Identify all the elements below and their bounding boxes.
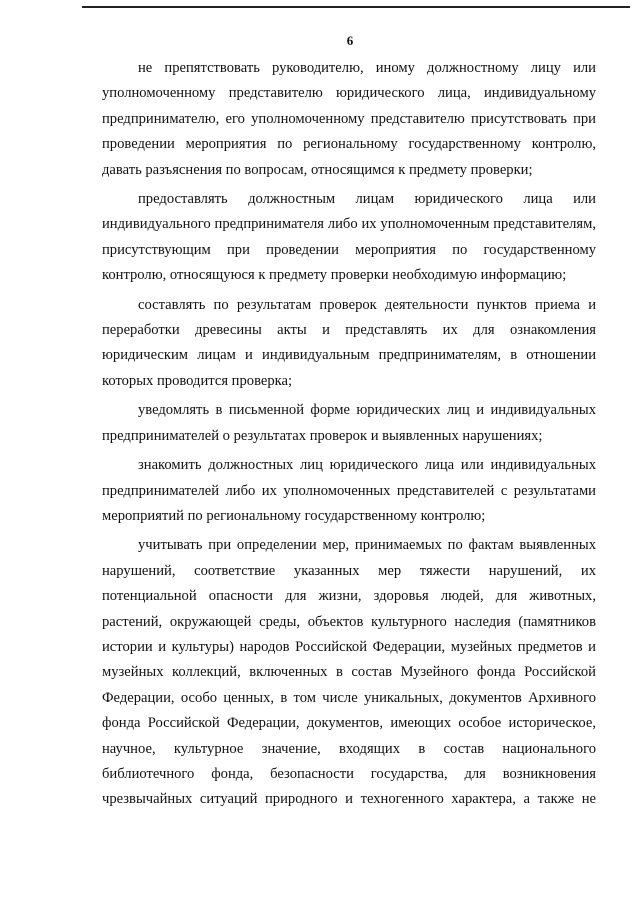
- paragraph-4: уведомлять в письменной форме юридических лиц и индивидуальных предпринимателей о результатах проверок и выявленных нарушениях;: [102, 402, 596, 444]
- top-scan-border: [82, 6, 630, 8]
- paragraph-2: предоставлять должностным лицам юридического лица или индивидуального предпринимателя либо их уполномоченным представителям, присутствующим при проведении мероприятия по государственному контролю, относящуюся к предмету проверки необходимую информацию;: [102, 191, 596, 284]
- paragraph-1: не препятствовать руководителю, иному должностному лицу или уполномоченному представителю юридического лица, индивидуальному предпринимателю, его уполномоченному представителю присутствовать при проведении мероприятия по региональному государственному контролю, давать разъяснения по вопросам, относящимся к предмету проверки;: [102, 60, 596, 178]
- paragraph-5: знакомить должностных лиц юридического лица или индивидуальных предпринимателей либо их уполномоченных представителей с результатами мероприятий по региональному государственному контролю;: [102, 457, 596, 524]
- paragraph-6: учитывать при определении мер, принимаемых по фактам выявленных нарушений, соответствие указанных мер тяжести нарушений, их потенциальной опасности для жизни, здоровья людей, для животных, растений, окружающей среды, объектов культурного наследия (памятников истории и культуры) народов Российской Федерации, музейных предметов и музейных коллекций, включенных в состав Музейного фонда Российской Федерации, особо ценных, в том числе уникальных, документов Архивного фонда Российской Федерации, документов, имеющих особое историческое, научное, культурное значение, входящих в состав национального библиотечного фонда, безопасности государства, для возникновения чрезвычайных ситуаций природного и техногенного характера, а также не: [102, 537, 596, 808]
- document-body: [102, 56, 596, 817]
- page-number: 6: [346, 33, 354, 48]
- paragraph-3: составлять по результатам проверок деятельности пунктов приема и переработки древесины акты и представлять их для ознакомления юридическим лицам и индивидуальным предпринимателям, в отношении которых проводится проверка;: [102, 296, 596, 389]
